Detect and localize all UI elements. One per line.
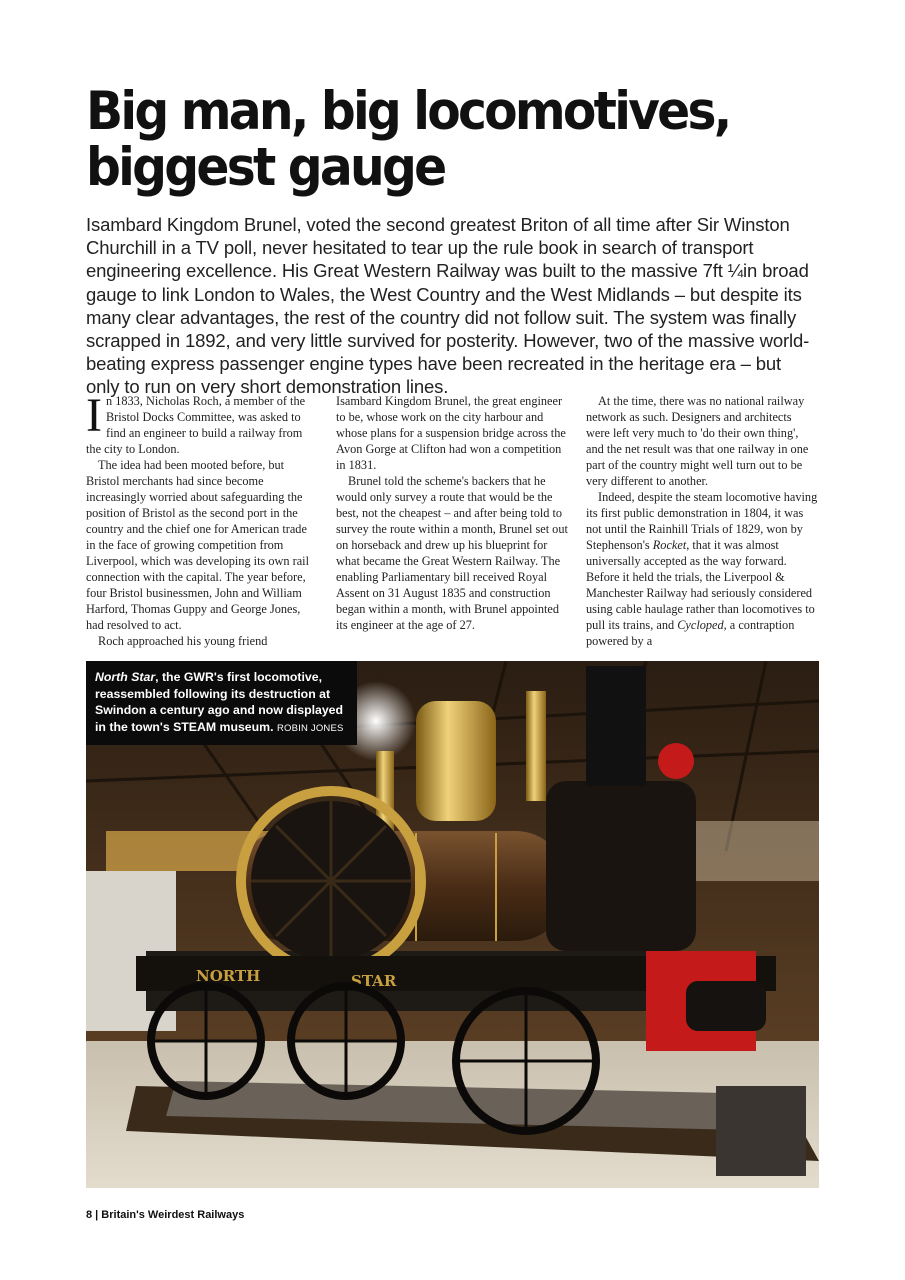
- col1-p1-text: n 1833, Nicholas Roch, a member of the Bristol Docks Committee, was asked to find an engineer to build a railway from the city to London.: [86, 394, 306, 456]
- nameplate-north: NORTH: [196, 967, 261, 985]
- body-column-3: [586, 393, 818, 649]
- locomotive-photo: [86, 661, 819, 1188]
- col3-p2-text-a: Indeed, despite the steam locomotive having its first public demonstration in 1804, it was not until the Rainhill Trials of 1829, won by Stephenson's: [586, 490, 818, 552]
- rocket-italic: Rocket: [652, 538, 687, 552]
- photo-credit: ROBIN JONES: [276, 722, 344, 734]
- page-footer: 8 | Britain's Weirdest Railways: [86, 1209, 245, 1221]
- caption-title: North Star: [95, 670, 156, 684]
- headline-line-2: biggest gauge: [86, 137, 445, 198]
- col3-p2-text-c: , a contraption powered by a: [586, 618, 795, 648]
- col3-paragraph-1: At the time, there was no national railway network as such. Designers and architects were left very much to 'do their own thing', and the net result was that one railway in one part of the country might well turn out to be very different to another.: [586, 394, 809, 488]
- photo-caption: [86, 661, 357, 745]
- headline: [86, 81, 748, 198]
- col3-p2-text-b: , that it was almost universally accepted as the way forward. Before it held the trials, the Liverpool & Manchester Railway had seriously considered using cable haulage rather than locomotives to pull its trains, and: [586, 538, 815, 632]
- col2-paragraph-1: Isambard Kingdom Brunel, the great engineer to be, whose work on the city harbour and whose plans for a suspension bridge across the Avon Gorge at Clifton had won a competition in 1831.: [336, 394, 566, 472]
- caption-text: , the GWR's first locomotive, reassembled following its destruction at Swindon a century ago and now displayed in the town's STEAM museum.: [95, 670, 344, 734]
- drop-cap: I: [86, 389, 102, 442]
- nameplate-star: STAR: [351, 972, 397, 990]
- cycloped-italic: Cycloped: [677, 618, 724, 632]
- col1-paragraph-3: Roch approached his young friend: [98, 634, 268, 648]
- body-column-2: [336, 393, 568, 633]
- col3-paragraph-2: [586, 489, 818, 649]
- headline-line-1: Big man, big locomotives,: [86, 81, 730, 142]
- intro-paragraph: Isambard Kingdom Brunel, voted the second greatest Briton of all time after Sir Winston Churchill in a TV poll, never hesitated to tear up the rule book in search of transport engineering excellence. His Great Western Railway was built to the massive 7ft ¼in broad gauge to link London to Wales, the West Country and the West Midlands – but despite its many clear advantages, the rest of the country did not follow suit. The system was finally scrapped in 1892, and very little survived for posterity. However, two of the massive world-beating express passenger engine types have been recreated in the heritage era – but only to run on very short demonstration lines.: [86, 214, 810, 398]
- col1-paragraph-2: The idea had been mooted before, but Bristol merchants had since become increasingly worried about safeguarding the position of Bristol as the second port in the country and the chief one for American trade in the face of growing competition from Liverpool, which was developing its own rail connection with the capital. The year before, four Bristol businessmen, John and William Harford, Thomas Guppy and George Jones, had resolved to act.: [86, 458, 310, 632]
- body-column-1: [86, 389, 318, 649]
- col2-paragraph-2: Brunel told the scheme's backers that he would only survey a route that would be the best, not the cheapest – and after being told to survey the route within a month, Brunel set out on horseback and drew up his blueprint for what became the Great Western Railway. The enabling Parliamentary bill received Royal Assent on 31 August 1835 and construction began within a month, with Brunel appointed its engineer at the age of 27.: [336, 474, 568, 632]
- col1-paragraph-1: [86, 389, 318, 457]
